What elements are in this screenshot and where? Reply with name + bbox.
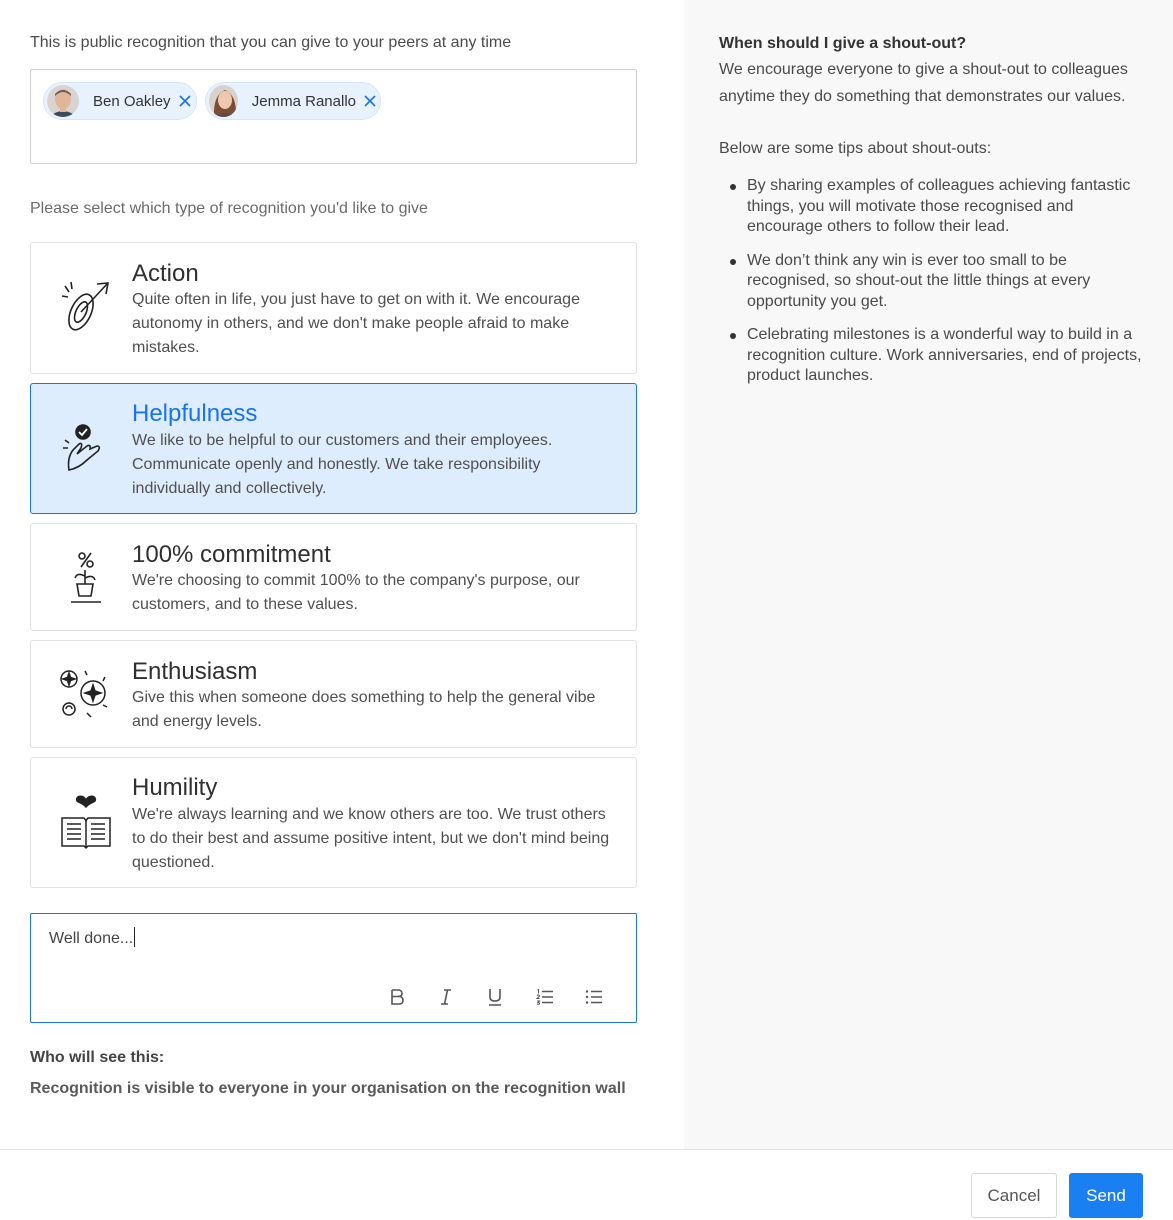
message-editor[interactable] — [30, 913, 637, 1023]
ordered-list-icon[interactable] — [534, 986, 556, 1008]
value-card-helpfulness[interactable] — [30, 383, 637, 514]
value-card-100-commitment[interactable] — [30, 523, 637, 631]
bullet-list-icon[interactable] — [583, 986, 605, 1008]
tips-panel — [684, 0, 1173, 1149]
recipient-name: Jemma Ranallo — [251, 92, 356, 110]
value-title: Humility — [132, 774, 218, 801]
visibility-text: Recognition is visible to everyone in your organisation on the recognition wall — [30, 1080, 626, 1097]
hand-check-icon — [57, 420, 115, 478]
value-title: 100% commitment — [132, 541, 331, 568]
tips-title: When should I give a shout-out? — [719, 35, 967, 52]
value-card-humility[interactable] — [30, 757, 637, 888]
list-item: We don’t think any win is ever too small to be recognised, so shout-out the little things at every opportunity you get. — [719, 251, 1149, 313]
send-button[interactable]: Send — [1069, 1173, 1143, 1218]
underline-icon[interactable] — [484, 986, 506, 1008]
book-heart-icon — [57, 794, 115, 852]
recipient-name: Ben Oakley — [93, 92, 171, 110]
value-card-action[interactable] — [30, 242, 637, 374]
bold-icon[interactable] — [386, 986, 408, 1008]
value-description: We like to be helpful to our customers and their employees. Communicate openly and honestly. We take responsibility individually and collectively. — [132, 432, 553, 497]
cancel-button[interactable]: Cancel — [971, 1173, 1057, 1218]
intro-text: This is public recognition that you can give to your peers at any time — [30, 34, 512, 51]
value-title: Action — [132, 260, 199, 287]
list-item: Celebrating milestones is a wonderful way to build in a recognition culture. Work anniversaries, end of projects, product launches. — [719, 325, 1149, 387]
italic-icon[interactable] — [435, 986, 457, 1008]
value-card-enthusiasm[interactable] — [30, 640, 637, 748]
recipient-chip — [43, 82, 197, 120]
avatar — [47, 85, 79, 117]
tips-list — [719, 176, 1149, 400]
remove-recipient-icon[interactable] — [364, 95, 376, 107]
percent-plant-icon — [57, 548, 115, 606]
list-item: By sharing examples of colleagues achieving fantastic things, you will motivate those recognised and encourage others to follow their lead. — [719, 176, 1149, 238]
value-description: We're always learning and we know others are too. We trust others to do their best and assume positive intent, but we don't mind being questioned. — [132, 806, 610, 871]
visibility-label: Who will see this: — [30, 1049, 165, 1066]
dialog-footer — [0, 1149, 1173, 1220]
target-arrow-icon — [57, 278, 115, 336]
recipient-chip — [205, 82, 381, 120]
tips-paragraph: Below are some tips about shout-outs: — [719, 140, 992, 157]
text-caret — [134, 927, 135, 947]
value-description: Quite often in life, you just have to get on with it. We encourage autonomy in others, and we don't make people afraid to make mistakes. — [132, 291, 580, 356]
sparkles-icon — [57, 665, 115, 723]
message-text[interactable]: Well done... — [49, 927, 135, 948]
value-description: We're choosing to commit 100% to the company's purpose, our customers, and to these values. — [132, 572, 580, 613]
remove-recipient-icon[interactable] — [179, 95, 191, 107]
value-title: Enthusiasm — [132, 658, 258, 685]
value-description: Give this when someone does something to help the general vibe and energy levels. — [132, 689, 596, 730]
value-title: Helpfulness — [132, 400, 258, 427]
tips-paragraph: We encourage everyone to give a shout-out to colleagues anytime they do something that demonstrates our values. — [719, 61, 1128, 105]
select-type-label: Please select which type of recognition you'd like to give — [30, 200, 428, 217]
avatar — [209, 85, 238, 117]
recipients-field[interactable] — [30, 69, 637, 164]
